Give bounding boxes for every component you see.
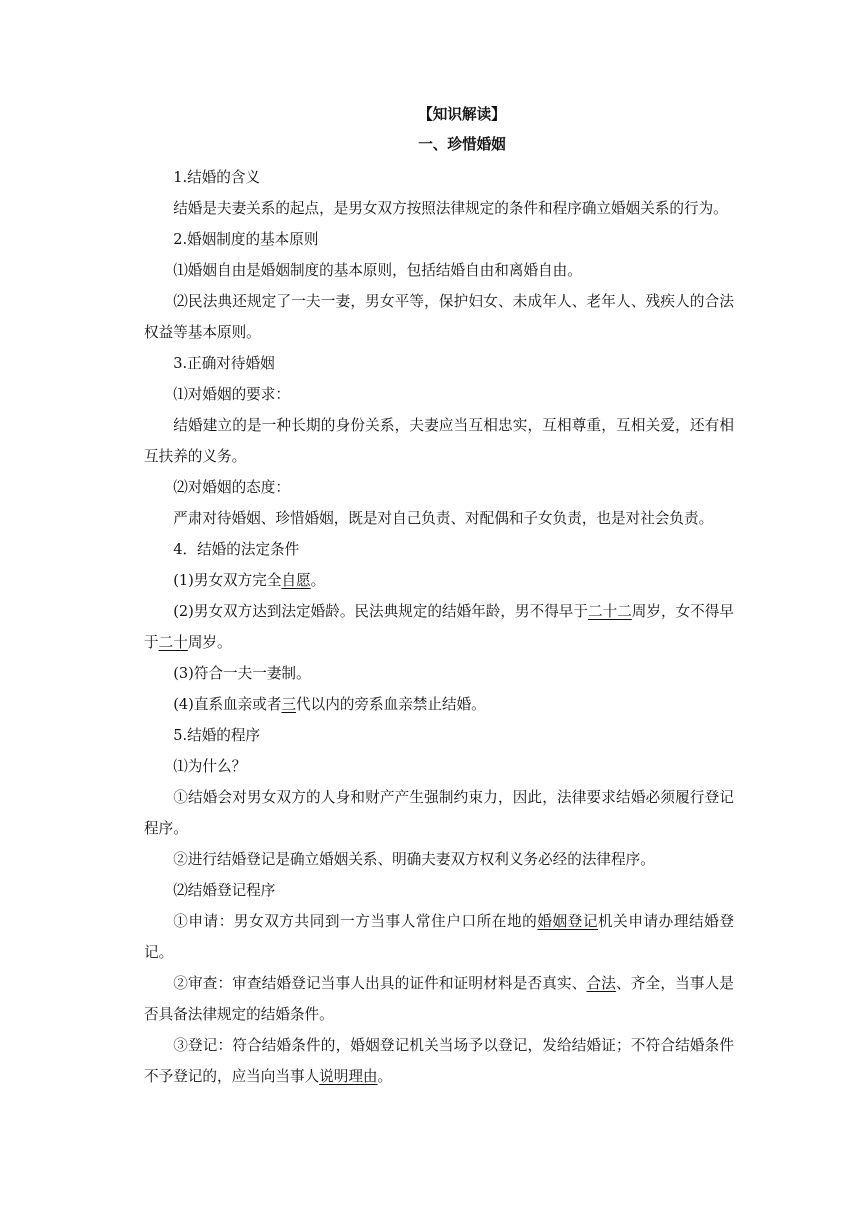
paragraph [144, 906, 734, 968]
paragraph [144, 286, 734, 348]
paragraph-text: 结婚建立的是一种长期的身份关系，夫妻应当互相忠实，互相尊重，互相关爱，还有相互扶养的义务。 [144, 417, 734, 465]
paragraph [144, 503, 734, 534]
paragraph-text: (2)男女双方达到法定婚龄。民法典规定的结婚年龄，男不得早于 [173, 603, 588, 620]
paragraph-text: (4)直系血亲或者 [173, 696, 282, 713]
paragraph [144, 596, 734, 658]
paragraph [144, 348, 734, 379]
paragraph-text: ①申请：男女双方共同到一方当事人常住户口所在地的 [173, 913, 538, 930]
paragraph [144, 782, 734, 844]
paragraph-text: ⑴为什么？ [173, 758, 247, 775]
underlined-answer: 三 [281, 696, 297, 713]
paragraph [144, 875, 734, 906]
paragraph [144, 1030, 734, 1092]
paragraph [144, 968, 734, 1030]
paragraph-text: 严肃对待婚姻、珍惜婚姻，既是对自己负责、对配偶和子女负责，也是对社会负责。 [173, 510, 714, 527]
paragraph-text: 机关申请办理结婚登记。 [144, 913, 734, 961]
paragraph [144, 255, 734, 286]
paragraph-text: ②进行结婚登记是确立婚姻关系、明确夫妻双方权利义务必经的法律程序。 [173, 851, 655, 868]
document-page [144, 100, 734, 1092]
paragraph [144, 379, 734, 410]
paragraph-text: ①结婚会对男女双方的人身和财产产生强制约束力，因此，法律要求结婚必须履行登记程序。 [144, 789, 734, 837]
paragraph [144, 844, 734, 875]
paragraph-text: 周岁。 [187, 634, 232, 651]
paragraph [144, 193, 734, 224]
underlined-answer: 自愿 [281, 572, 311, 589]
paragraph-text: ⑴对婚姻的要求： [173, 386, 290, 403]
paragraph-text: ⑴婚姻自由是婚姻制度的基本原则，包括结婚自由和离婚自由。 [173, 262, 582, 279]
paragraph [144, 162, 734, 193]
paragraph-text: 5.结婚的程序 [173, 727, 261, 744]
paragraph-text: (3)符合一夫一妻制。 [173, 665, 311, 682]
paragraph-text: 1.结婚的含义 [173, 169, 261, 186]
paragraph [144, 689, 734, 720]
paragraph-text: (1)男女双方完全 [173, 572, 282, 589]
paragraph [144, 472, 734, 503]
paragraph [144, 565, 734, 596]
paragraph-text: 4．结婚的法定条件 [173, 541, 300, 558]
paragraph-text: 结婚是夫妻关系的起点，是男女双方按照法律规定的条件和程序确立婚姻关系的行为。 [173, 200, 728, 217]
paragraph-text: 。 [377, 1068, 393, 1085]
underlined-answer: 婚姻登记 [537, 913, 598, 930]
paragraph [144, 658, 734, 689]
underlined-answer: 二十 [158, 634, 188, 651]
paragraph-text: 3.正确对待婚姻 [173, 355, 275, 372]
paragraph [144, 751, 734, 782]
paragraph-text: 代以内的旁系血亲禁止结婚。 [296, 696, 486, 713]
paragraph-text: 周岁，女不得早于 [144, 603, 734, 651]
page-title: 【知识解读】 [418, 106, 506, 123]
paragraph-text: 、齐全，当事人是否具备法律规定的结婚条件。 [144, 975, 734, 1023]
underlined-answer: 二十二 [588, 603, 632, 620]
paragraph [144, 534, 734, 565]
document-body [144, 162, 734, 1092]
paragraph [144, 410, 734, 472]
paragraph-text: 2.婚姻制度的基本原则 [173, 231, 319, 248]
paragraph-text: ③登记：符合结婚条件的，婚姻登记机关当场予以登记，发给结婚证；不符合结婚条件不予登记的，应当向当事人 [144, 1037, 734, 1085]
paragraph-text: ⑵民法典还规定了一夫一妻，男女平等，保护妇女、未成年人、老年人、残疾人的合法权益等基本原则。 [144, 293, 734, 341]
paragraph [144, 720, 734, 751]
paragraph-text: ②审查：审查结婚登记当事人出具的证件和证明材料是否真实、 [173, 975, 587, 992]
section-title: 一、珍惜婚姻 [418, 136, 506, 153]
underlined-answer: 合法 [586, 975, 617, 992]
paragraph [144, 224, 734, 255]
paragraph-text: ⑵对婚姻的态度： [173, 479, 290, 496]
paragraph-text: 。 [310, 572, 326, 589]
underlined-answer: 说明理由 [319, 1068, 378, 1085]
paragraph-text: ⑵结婚登记程序 [173, 882, 276, 899]
